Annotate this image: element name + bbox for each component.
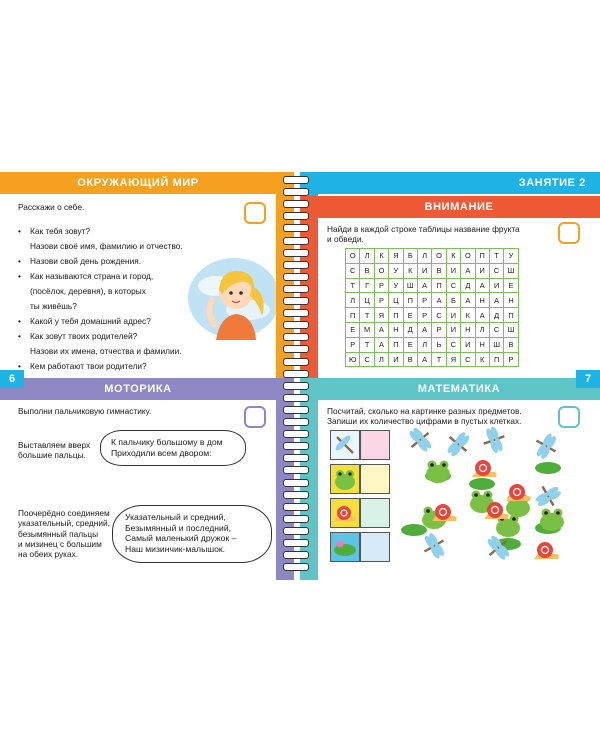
- grid-letter[interactable]: В: [360, 263, 374, 278]
- grid-letter[interactable]: С: [346, 263, 360, 278]
- grid-letter[interactable]: Д: [403, 322, 417, 337]
- grid-letter[interactable]: Л: [346, 293, 360, 308]
- grid-letter[interactable]: К: [446, 249, 460, 264]
- grid-letter[interactable]: И: [489, 278, 503, 293]
- rhyme-line: Безымянный и последний,: [125, 522, 232, 533]
- frog-icon: [540, 509, 564, 532]
- grid-letter[interactable]: Р: [432, 322, 446, 337]
- grid-row: [346, 308, 519, 323]
- dragonfly-icon: [530, 429, 562, 463]
- grid-letter[interactable]: А: [417, 278, 431, 293]
- section-header-attention: ВНИМАНИЕ: [318, 196, 600, 218]
- list-item: (посёлок, деревня), в которых: [30, 286, 146, 296]
- section-header-world: ОКРУЖАЮЩИЙ МИР: [0, 172, 276, 194]
- lilypad-icon: [331, 533, 359, 561]
- girl-illustration: [176, 250, 276, 340]
- spiral-ring: [283, 333, 309, 341]
- rhyme-bubble-2: [112, 505, 272, 563]
- grid-letter[interactable]: С: [360, 352, 374, 367]
- grid-letter[interactable]: О: [461, 249, 475, 264]
- snail-icon: [331, 499, 359, 527]
- grid-letter[interactable]: Л: [475, 322, 489, 337]
- spiral-ring: [283, 503, 309, 511]
- grid-letter[interactable]: С: [446, 278, 460, 293]
- grid-letter[interactable]: С: [489, 322, 503, 337]
- grid-letter[interactable]: И: [389, 352, 403, 367]
- grid-letter[interactable]: Д: [461, 278, 475, 293]
- grid-letter[interactable]: О: [374, 263, 388, 278]
- spiral-ring: [283, 370, 309, 378]
- spiral-ring: [283, 563, 309, 571]
- spiral-ring: [283, 200, 309, 208]
- grid-letter[interactable]: Ц: [360, 293, 374, 308]
- dragonfly-icon: [479, 426, 509, 456]
- grid-row: [346, 337, 519, 352]
- grid-letter[interactable]: А: [432, 293, 446, 308]
- grid-letter[interactable]: Ю: [346, 352, 360, 367]
- grid-letter[interactable]: Ь: [432, 337, 446, 352]
- grid-letter[interactable]: И: [417, 263, 431, 278]
- step2-line: на обеих руках.: [18, 549, 79, 560]
- grid-letter[interactable]: В: [432, 263, 446, 278]
- spiral-ring: [283, 285, 309, 293]
- grid-letter[interactable]: С: [461, 352, 475, 367]
- snail-cell: [330, 498, 360, 528]
- letter-grid: [345, 248, 519, 367]
- step2-line: и мизинец с большим: [18, 539, 102, 550]
- grid-letter[interactable]: П: [475, 249, 489, 264]
- lilypad-cell: [330, 532, 360, 562]
- grid-letter[interactable]: А: [374, 322, 388, 337]
- grid-letter[interactable]: Н: [461, 322, 475, 337]
- grid-letter[interactable]: У: [389, 263, 403, 278]
- grid-letter[interactable]: Т: [360, 308, 374, 323]
- answer-box[interactable]: [360, 532, 390, 562]
- snail-icon: [472, 460, 497, 477]
- grid-letter[interactable]: И: [446, 322, 460, 337]
- grid-row: [346, 293, 519, 308]
- grid-letter[interactable]: Т: [346, 278, 360, 293]
- grid-letter[interactable]: У: [389, 278, 403, 293]
- grid-letter[interactable]: Р: [417, 293, 431, 308]
- dragonfly-cell: [330, 430, 360, 460]
- grid-letter[interactable]: Л: [374, 352, 388, 367]
- grid-letter[interactable]: К: [475, 352, 489, 367]
- spiral-ring: [283, 442, 309, 450]
- spiral-ring: [283, 430, 309, 438]
- attention-instruction-line1: Найди в каждой строке таблицы название фрукта: [327, 224, 520, 234]
- grid-letter[interactable]: Н: [389, 322, 403, 337]
- dragonfly-icon: [331, 431, 359, 459]
- math-instruction-line1: Посчитай, сколько на картинке разных предметов.: [327, 406, 522, 416]
- spiral-ring: [283, 176, 309, 184]
- spiral-ring: [283, 454, 309, 462]
- spiral-ring: [283, 527, 309, 535]
- grid-letter[interactable]: У: [504, 249, 518, 264]
- grid-letter[interactable]: Л: [417, 249, 431, 264]
- grid-letter[interactable]: О: [346, 249, 360, 264]
- spiral-ring: [283, 237, 309, 245]
- spiral-ring: [283, 273, 309, 281]
- grid-letter[interactable]: П: [504, 308, 518, 323]
- math-instruction-line2: Запиши их количество цифрами в пустых клетках.: [327, 416, 522, 426]
- step2-line: безымянный пальцы: [18, 528, 99, 539]
- list-item: • Как называются страна и город,: [18, 269, 218, 284]
- frog-icon: [426, 461, 450, 484]
- lilypad-icon: [401, 524, 427, 536]
- grid-letter[interactable]: А: [475, 278, 489, 293]
- spiral-ring: [283, 515, 309, 523]
- grid-letter[interactable]: А: [374, 337, 388, 352]
- attention-instruction-line2: и обведи.: [327, 234, 364, 244]
- grid-letter[interactable]: С: [446, 337, 460, 352]
- section-header-math: МАТЕМАТИКА: [318, 378, 600, 400]
- grid-letter[interactable]: Я: [446, 352, 460, 367]
- grid-letter[interactable]: А: [417, 352, 431, 367]
- grid-letter[interactable]: Р: [346, 337, 360, 352]
- spiral-ring: [283, 382, 309, 390]
- lesson-header: ЗАНЯТИЕ 2: [318, 172, 600, 194]
- grid-letter[interactable]: К: [461, 308, 475, 323]
- list-item: Назови своё имя, фамилию и отчество.: [30, 241, 183, 251]
- motor-intro: Выполни пальчиковую гимнастику.: [18, 406, 152, 416]
- dragonfly-icon: [531, 480, 565, 512]
- rhyme-bubble-1: [100, 430, 246, 466]
- spiral-ring: [283, 297, 309, 305]
- grid-letter[interactable]: Б: [446, 293, 460, 308]
- grid-letter[interactable]: Т: [489, 249, 503, 264]
- checkbox-math[interactable]: [558, 406, 580, 428]
- step1-instruction: [18, 440, 90, 461]
- grid-row: [346, 263, 519, 278]
- grid-row: [346, 278, 519, 293]
- grid-letter[interactable]: Е: [403, 337, 417, 352]
- spiral-ring: [283, 188, 309, 196]
- grid-letter[interactable]: В: [504, 337, 518, 352]
- step2-line: указательный, средний,: [18, 518, 110, 529]
- spiral-ring: [283, 321, 309, 329]
- grid-letter[interactable]: П: [389, 308, 403, 323]
- spiral-ring: [283, 539, 309, 547]
- answer-box[interactable]: [360, 430, 390, 460]
- grid-letter[interactable]: Т: [432, 352, 446, 367]
- grid-letter[interactable]: А: [461, 293, 475, 308]
- grid-letter[interactable]: Л: [360, 249, 374, 264]
- spiral-ring: [283, 309, 309, 317]
- grid-letter[interactable]: Я: [374, 308, 388, 323]
- spiral-ring: [283, 479, 309, 487]
- grid-letter[interactable]: Ш: [504, 322, 518, 337]
- dragonfly-icon: [403, 426, 437, 457]
- spiral-ring: [283, 345, 309, 353]
- lilypad-icon: [535, 462, 561, 474]
- spiral-ring: [283, 491, 309, 499]
- answer-box[interactable]: [360, 498, 390, 528]
- spiral-ring: [283, 261, 309, 269]
- grid-row: [346, 249, 519, 264]
- frog-cell: [330, 464, 360, 494]
- grid-letter[interactable]: К: [403, 263, 417, 278]
- grid-letter[interactable]: И: [461, 337, 475, 352]
- step2-instruction: [18, 508, 110, 560]
- frog-icon: [331, 465, 359, 493]
- counting-scene: [398, 426, 574, 566]
- grid-letter[interactable]: А: [417, 322, 431, 337]
- grid-letter[interactable]: Н: [475, 337, 489, 352]
- grid-letter[interactable]: Р: [504, 352, 518, 367]
- grid-letter[interactable]: И: [475, 263, 489, 278]
- workbook-spread: [0, 172, 600, 580]
- grid-letter[interactable]: О: [432, 249, 446, 264]
- grid-letter[interactable]: П: [389, 337, 403, 352]
- rhyme-line: К пальчику большому в дом: [111, 437, 223, 447]
- list-item: ты живёшь?: [30, 301, 77, 311]
- grid-letter[interactable]: Н: [504, 293, 518, 308]
- grid-letter[interactable]: С: [432, 308, 446, 323]
- rhyme-line: Самый маленький дружок –: [125, 533, 237, 544]
- list-item: • Как тебя зовут?: [18, 224, 218, 239]
- grid-letter[interactable]: Е: [346, 322, 360, 337]
- section-header-motor: МОТОРИКА: [0, 378, 276, 400]
- grid-letter[interactable]: Р: [374, 278, 388, 293]
- step1-line: большие пальцы.: [18, 450, 86, 461]
- answer-box[interactable]: [360, 464, 390, 494]
- list-item: • Назови свой день рождения.: [18, 254, 218, 269]
- snail-icon: [506, 484, 531, 501]
- spiral-ring: [283, 406, 309, 414]
- grid-letter[interactable]: Р: [374, 293, 388, 308]
- step1-line: Выставляем вверх: [18, 440, 91, 450]
- spiral-ring: [283, 249, 309, 257]
- list-item: • Какой у тебя домашний адрес?: [18, 314, 218, 329]
- grid-letter[interactable]: Н: [475, 293, 489, 308]
- checkbox-attention[interactable]: [558, 222, 580, 244]
- grid-letter[interactable]: М: [360, 322, 374, 337]
- rhyme-line: Указательный и средний,: [125, 512, 226, 522]
- dragonfly-icon: [441, 427, 475, 461]
- spiral-ring: [283, 358, 309, 366]
- grid-letter[interactable]: К: [374, 249, 388, 264]
- spiral-ring: [283, 212, 309, 220]
- grid-letter[interactable]: И: [446, 263, 460, 278]
- grid-letter[interactable]: Е: [403, 308, 417, 323]
- grid-letter[interactable]: Я: [389, 249, 403, 264]
- snail-icon: [534, 542, 559, 559]
- grid-letter[interactable]: Л: [417, 337, 431, 352]
- list-item: Назови их имена, отчества и фамилии.: [30, 346, 182, 356]
- grid-letter[interactable]: Ш: [504, 263, 518, 278]
- spiral-ring: [283, 224, 309, 232]
- grid-letter[interactable]: Ш: [489, 337, 503, 352]
- grid-letter[interactable]: Б: [403, 249, 417, 264]
- grid-letter[interactable]: Ш: [403, 278, 417, 293]
- step2-line: Поочерёдно соединяем: [18, 508, 110, 518]
- grid-row: [346, 352, 519, 367]
- grid-letter[interactable]: Т: [360, 337, 374, 352]
- spiral-ring: [283, 551, 309, 559]
- list-item: • Кем работают твои родители?: [18, 359, 218, 374]
- spiral-ring: [283, 394, 309, 402]
- grid-letter[interactable]: А: [461, 263, 475, 278]
- rhyme-line: Приходили всем двором:: [111, 447, 212, 458]
- page-number-right: 7: [576, 370, 600, 388]
- grid-letter[interactable]: Е: [504, 278, 518, 293]
- lilypad-icon: [469, 478, 495, 490]
- spiral-binding: [283, 176, 309, 576]
- grid-letter[interactable]: П: [489, 352, 503, 367]
- grid-letter[interactable]: П: [346, 308, 360, 323]
- grid-letter[interactable]: П: [432, 278, 446, 293]
- grid-letter[interactable]: С: [489, 263, 503, 278]
- spiral-ring: [283, 418, 309, 426]
- grid-letter[interactable]: И: [446, 308, 460, 323]
- spiral-ring: [283, 466, 309, 474]
- grid-letter[interactable]: Г: [360, 278, 374, 293]
- grid-letter[interactable]: А: [475, 308, 489, 323]
- page-number-left: 6: [0, 370, 24, 388]
- grid-letter[interactable]: Д: [489, 308, 503, 323]
- list-item: • Как зовут твоих родителей?: [18, 329, 218, 344]
- grid-row: [346, 322, 519, 337]
- grid-letter[interactable]: В: [403, 352, 417, 367]
- count-table: [330, 430, 392, 562]
- rhyme-line: Наш мизинчик-малышок.: [125, 544, 226, 555]
- grid-letter[interactable]: Р: [417, 308, 431, 323]
- checkbox-motor[interactable]: [244, 406, 266, 428]
- checkbox-world[interactable]: [244, 202, 266, 224]
- grid-letter[interactable]: П: [403, 293, 417, 308]
- grid-letter[interactable]: Ц: [389, 293, 403, 308]
- grid-letter[interactable]: А: [489, 293, 503, 308]
- world-intro: Расскажи о себе.: [18, 202, 85, 212]
- snail-icon: [432, 504, 457, 521]
